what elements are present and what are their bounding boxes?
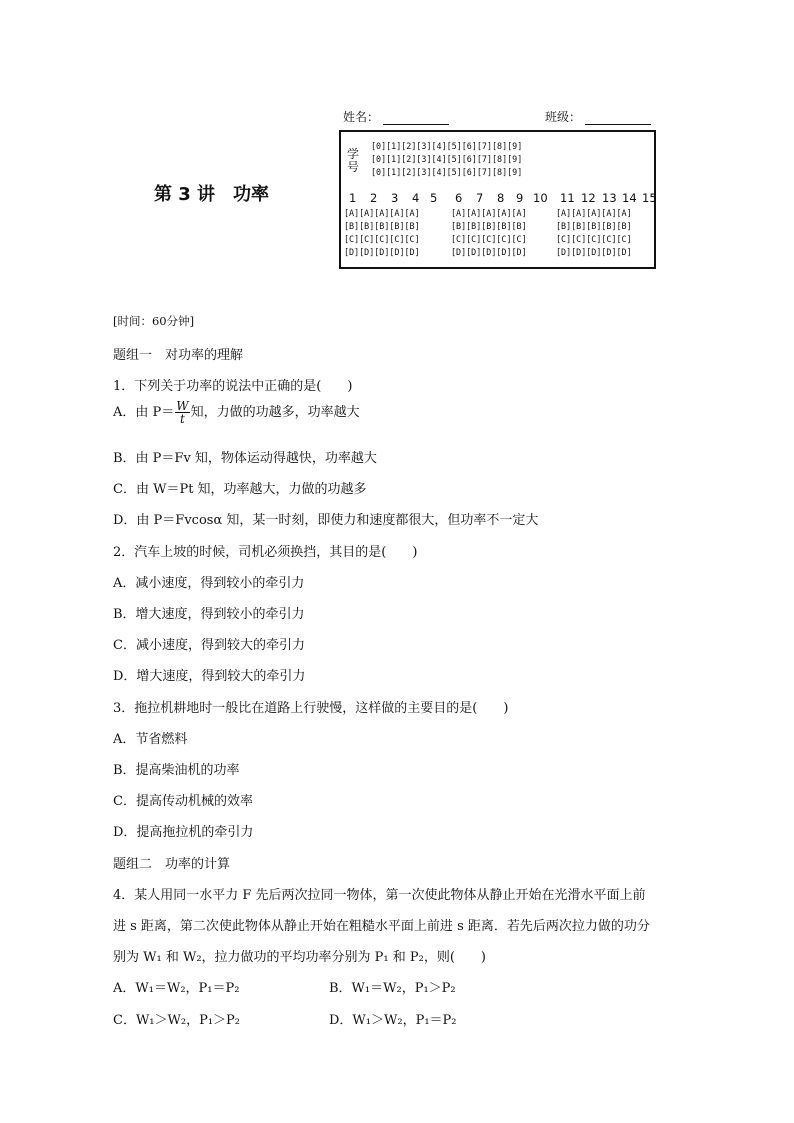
- question-number: 11: [560, 191, 575, 205]
- question-number: 4: [412, 191, 420, 205]
- question-number: 9: [516, 191, 524, 205]
- q4-stem-line-2: 进 s 距离，第二次使此物体从静止开始在粗糙水平面上前进 s 距离．若先后两次拉力做的功分: [113, 919, 650, 934]
- q3-option-c: C．提高传动机械的效率: [113, 794, 253, 809]
- student-id-label: 学号: [347, 147, 360, 174]
- group-heading-1: 题组一 对功率的理解: [113, 348, 244, 363]
- class-blank[interactable]: [585, 112, 651, 125]
- option-row-a[interactable]: [A][A][A][A][A]: [451, 208, 527, 218]
- class-label: 班级：: [545, 110, 582, 124]
- answer-card: [339, 130, 656, 269]
- question-number: 12: [581, 191, 596, 205]
- question-number: 6: [455, 191, 463, 205]
- time-limit: [时间：60分钟]: [113, 314, 195, 328]
- question-number: 15: [642, 191, 657, 205]
- student-id-digits-row-2[interactable]: [0][1][2][3][4][5][6][7][8][9]: [371, 154, 523, 164]
- option-row-d[interactable]: [D][D][D][D][D]: [451, 247, 527, 257]
- student-id-digits-row-1[interactable]: [0][1][2][3][4][5][6][7][8][9]: [371, 141, 523, 151]
- fraction-w-over-t: [175, 400, 189, 425]
- name-label: 姓名：: [343, 110, 380, 124]
- question-number: 10: [533, 191, 548, 205]
- q3-option-b: B．提高柴油机的功率: [113, 763, 240, 778]
- q4-option-d: D．W₁＞W₂，P₁＝P₂: [329, 1013, 457, 1028]
- q2-stem: 2．汽车上坡的时候，司机必须换挡，其目的是( ): [113, 545, 418, 560]
- q2-option-d: D．增大速度，得到较大的牵引力: [113, 669, 306, 684]
- option-row-c[interactable]: [C][C][C][C][C]: [344, 234, 420, 244]
- q1-option-a: [113, 400, 360, 425]
- question-number: 2: [370, 191, 378, 205]
- q1-a-prefix: A．由 P＝: [113, 405, 175, 420]
- name-blank[interactable]: [383, 112, 449, 125]
- options-block-6-10[interactable]: [451, 207, 527, 259]
- option-row-d[interactable]: [D][D][D][D][D]: [556, 247, 632, 257]
- q4-stem-line-1: 4．某人用同一水平力 F 先后两次拉同一物体，第一次使此物体从静止开始在光滑水平面上前: [113, 888, 646, 903]
- page-title: 第 3 讲 功率: [154, 184, 270, 205]
- q3-option-a: A．节省燃料: [113, 732, 188, 747]
- q1-a-suffix: 知，力做的功越多，功率越大: [190, 405, 360, 420]
- q4-option-a: A．W₁＝W₂，P₁＝P₂: [113, 981, 240, 996]
- q1-stem: 1．下列关于功率的说法中正确的是( ): [113, 379, 353, 394]
- option-row-a[interactable]: [A][A][A][A][A]: [344, 208, 420, 218]
- q4-option-b: B．W₁＝W₂，P₁＞P₂: [329, 981, 456, 996]
- q2-option-c: C．减小速度，得到较大的牵引力: [113, 638, 305, 653]
- q4-stem-line-3: 别为 W₁ 和 W₂，拉力做功的平均功率分别为 P₁ 和 P₂，则( ): [113, 950, 487, 965]
- name-field[interactable]: [343, 108, 449, 125]
- question-number: 13: [602, 191, 617, 205]
- option-row-b[interactable]: [B][B][B][B][B]: [451, 221, 527, 231]
- class-field[interactable]: [545, 108, 651, 125]
- q1-option-c: C．由 W＝Pt 知，功率越大，力做的功越多: [113, 482, 367, 497]
- q1-option-d: D．由 P＝Fvcosα 知，某一时刻，即使力和速度都很大，但功率不一定大: [113, 513, 539, 528]
- q4-option-c: C．W₁＞W₂，P₁＞P₂: [113, 1013, 241, 1028]
- question-number: 14: [622, 191, 637, 205]
- question-number: 7: [476, 191, 484, 205]
- option-row-b[interactable]: [B][B][B][B][B]: [344, 221, 420, 231]
- student-id-digits-row-3[interactable]: [0][1][2][3][4][5][6][7][8][9]: [371, 167, 523, 177]
- option-row-c[interactable]: [C][C][C][C][C]: [451, 234, 527, 244]
- question-number: 8: [497, 191, 505, 205]
- q2-option-a: A．减小速度，得到较小的牵引力: [113, 576, 305, 591]
- option-row-c[interactable]: [C][C][C][C][C]: [556, 234, 632, 244]
- question-number: 1: [349, 191, 357, 205]
- question-number: 5: [430, 191, 438, 205]
- q1-option-b: B．由 P＝Fv 知，物体运动得越快，功率越大: [113, 451, 377, 466]
- options-block-11-15[interactable]: [556, 207, 632, 259]
- q3-option-d: D．提高拖拉机的牵引力: [113, 825, 254, 840]
- option-row-d[interactable]: [D][D][D][D][D]: [344, 247, 420, 257]
- options-block-1-5[interactable]: [344, 207, 420, 259]
- option-row-b[interactable]: [B][B][B][B][B]: [556, 221, 632, 231]
- q2-option-b: B．增大速度，得到较小的牵引力: [113, 607, 305, 622]
- q3-stem: 3．拖拉机耕地时一般比在道路上行驶慢，这样做的主要目的是( ): [113, 701, 509, 716]
- question-number: 3: [391, 191, 399, 205]
- option-row-a[interactable]: [A][A][A][A][A]: [556, 208, 632, 218]
- fraction-denominator: t: [180, 412, 185, 426]
- group-heading-2: 题组二 功率的计算: [113, 857, 231, 872]
- fraction-numerator: W: [176, 399, 189, 413]
